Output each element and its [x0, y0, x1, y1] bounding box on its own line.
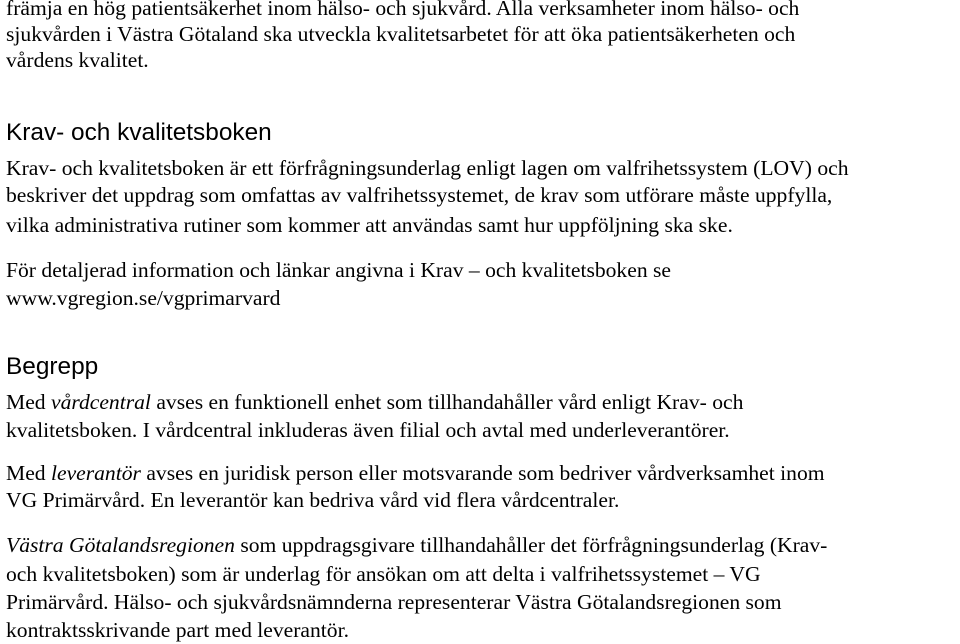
intro-line-3: vårdens kvalitet.	[6, 48, 149, 72]
definition-vgr-line-2: och kvalitetsboken) som är underlag för ansökan om att delta i valfrihetssystemet – VG	[6, 562, 761, 586]
definition-leverantor-line-2: VG Primärvård. En leverantör kan bedriva vård vid flera vårdcentraler.	[6, 488, 620, 512]
info-paragraph-line-1: För detaljerad information och länkar angivna i Krav – och kvalitetsboken se	[6, 258, 671, 282]
section-heading-krav-och-kvalitetsboken: Krav- och kvalitetsboken	[6, 119, 272, 146]
definition-text: som uppdragsgivare tillhandahåller det förfrågningsunderlag (Krav-	[234, 533, 828, 557]
section-heading-begrepp: Begrepp	[6, 353, 99, 380]
krav-paragraph-line-3: vilka administrativa rutiner som kommer att användas samt hur uppföljning ska ske.	[6, 213, 733, 237]
krav-paragraph-line-2: beskriver det uppdrag som omfattas av valfrihetssystemet, de krav som utförare måste uppfylla,	[6, 183, 833, 207]
definition-text: avses en juridisk person eller motsvarande som bedriver vårdverksamhet inom	[140, 461, 825, 485]
definition-vgr-line-3: Primärvård. Hälso- och sjukvårdsnämnderna representerar Västra Götalandsregionen som	[6, 590, 782, 614]
term-vastra-gotalandsregionen: Västra Götalandsregionen	[6, 533, 235, 557]
definition-text: avses en funktionell enhet som tillhandahåller vård enligt Krav- och	[150, 390, 744, 414]
definition-prefix: Med	[6, 390, 51, 414]
term-leverantor: leverantör	[50, 461, 141, 485]
definition-leverantor-line-1	[6, 460, 825, 486]
definition-prefix: Med	[6, 461, 51, 485]
krav-paragraph-line-1: Krav- och kvalitetsboken är ett förfrågningsunderlag enligt lagen om valfrihetssystem (LOV) och	[6, 156, 849, 180]
term-vardcentral: vårdcentral	[50, 390, 151, 414]
definition-vardcentral-line-1	[6, 389, 743, 415]
info-paragraph-url: www.vgregion.se/vgprimarvard	[6, 286, 281, 310]
intro-line-2: sjukvården i Västra Götaland ska utveckla kvalitetsarbetet för att öka patientsäkerheten och	[6, 22, 796, 46]
definition-vardcentral-line-2: kvalitetsboken. I vårdcentral inkluderas även filial och avtal med underleverantörer.	[6, 418, 730, 442]
intro-line-1: främja en hög patientsäkerhet inom hälso- och sjukvård. Alla verksamheter inom hälso- och	[6, 0, 800, 20]
definition-vgr-line-4: kontraktsskrivande part med leverantör.	[6, 618, 349, 642]
definition-vgr-line-1	[6, 532, 827, 558]
